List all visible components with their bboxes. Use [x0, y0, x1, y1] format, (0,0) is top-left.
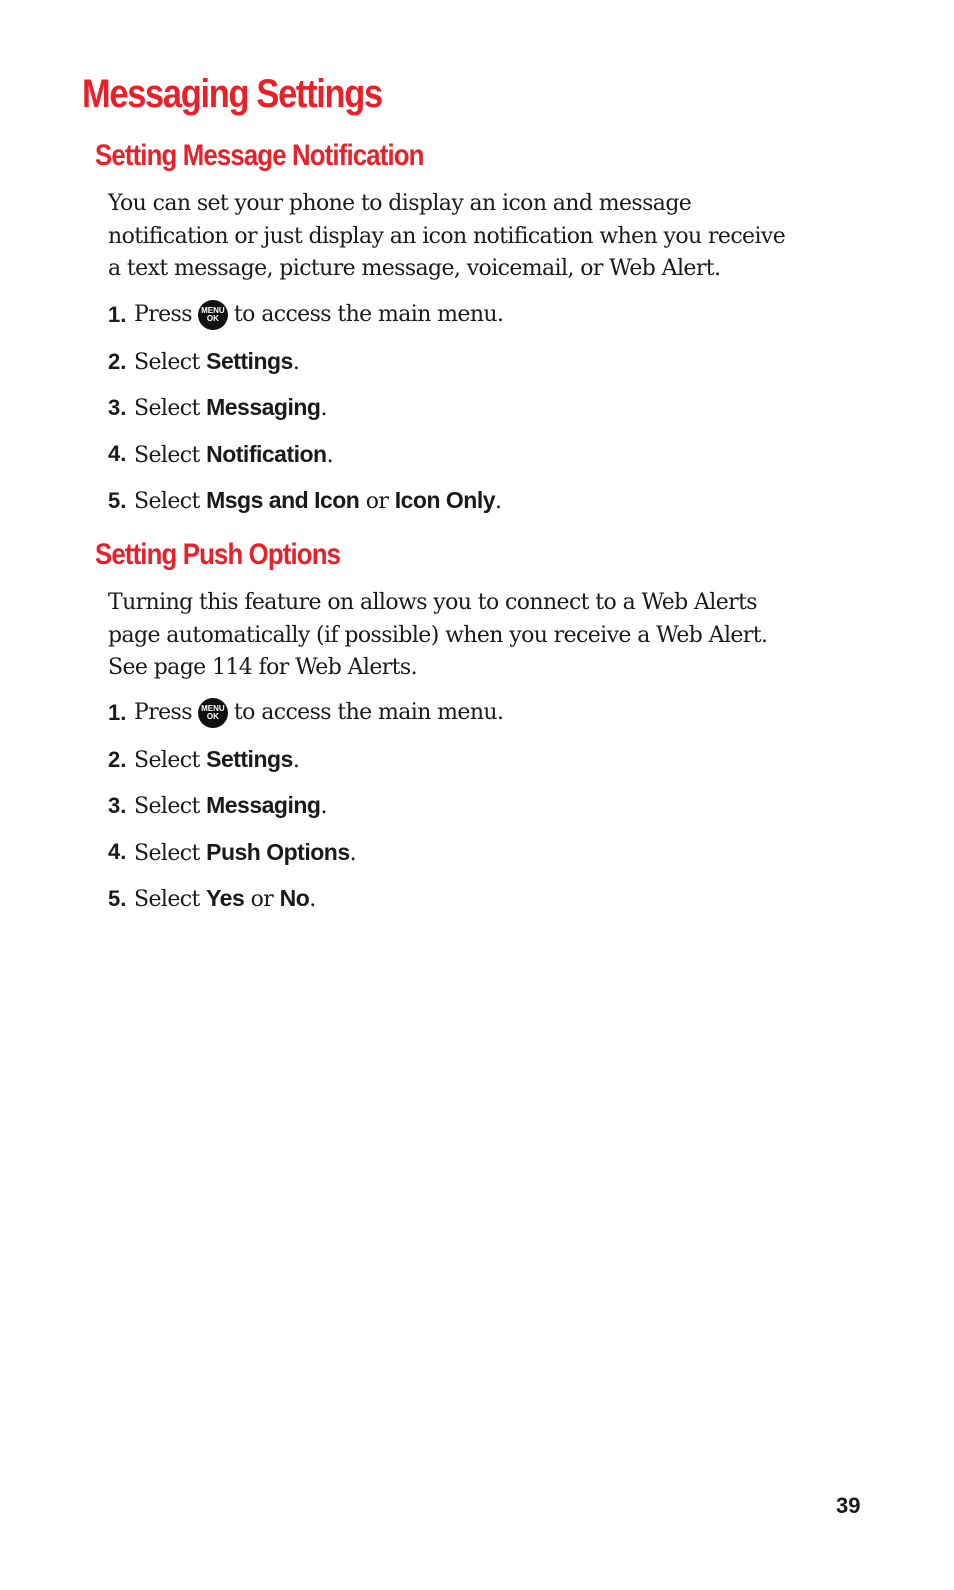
step-item	[108, 876, 503, 922]
step-number: 4.	[108, 839, 127, 865]
section-heading-push-options: Setting Push Options	[95, 538, 341, 571]
menu-option-label: Settings	[206, 746, 293, 773]
page-title: Messaging Settings	[82, 72, 382, 116]
step-text: Select Settings.	[134, 746, 300, 774]
step-item	[108, 783, 503, 829]
step-number: 2.	[108, 348, 127, 374]
step-text: Select Messaging.	[134, 394, 327, 422]
step-number: 1.	[108, 302, 127, 328]
step-text: Select Yes or No.	[134, 885, 316, 913]
menu-option-label: Settings	[206, 348, 293, 375]
menu-option-label: Messaging	[206, 792, 321, 819]
step-item	[108, 338, 503, 384]
menu-option-label: Notification	[206, 440, 327, 467]
step-number: 5.	[108, 885, 127, 911]
step-item	[108, 431, 503, 477]
menu-option-label: Msgs and Icon	[206, 487, 360, 514]
menu-option-label: Messaging	[206, 394, 321, 421]
paragraph-line: Turning this feature on allows you to connect to a Web Alerts	[108, 590, 757, 615]
step-text: Select Push Options.	[134, 838, 357, 866]
step-item	[108, 478, 503, 524]
steps-push-options	[108, 690, 503, 922]
step-number: 2.	[108, 746, 127, 772]
step-number: 5.	[108, 487, 127, 513]
steps-notification	[108, 292, 503, 524]
step-item	[108, 292, 503, 338]
section-intro-push-options	[108, 587, 828, 685]
menu-option-label: Push Options	[206, 838, 350, 865]
step-text: Select Msgs and Icon or Icon Only.	[134, 487, 502, 515]
step-text: Press MENU OK to access the main menu.	[134, 698, 503, 728]
paragraph-line: a text message, picture message, voicemail, or Web Alert.	[108, 256, 721, 281]
paragraph-line: page automatically (if possible) when you receive a Web Alert.	[108, 622, 768, 648]
step-item	[108, 385, 503, 431]
menu-option-label: No	[279, 885, 310, 912]
section-heading-notification: Setting Message Notification	[95, 139, 424, 172]
step-text: Press MENU OK to access the main menu.	[134, 300, 503, 330]
step-text: Select Notification.	[134, 440, 334, 468]
step-number: 3.	[108, 792, 127, 818]
step-item	[108, 829, 503, 875]
section-intro-notification	[108, 188, 828, 286]
paragraph-line: notification or just display an icon notification when you receive	[108, 223, 786, 249]
step-item	[108, 690, 503, 736]
page-number: 39	[836, 1493, 861, 1518]
step-number: 4.	[108, 441, 127, 467]
step-item	[108, 736, 503, 782]
step-text: Select Messaging.	[134, 792, 327, 820]
paragraph-line: You can set your phone to display an icon and message	[108, 191, 692, 216]
menu-option-label: Icon Only	[394, 487, 496, 514]
menu-ok-key-icon: MENU OK	[198, 300, 228, 330]
menu-ok-key-icon: MENU OK	[198, 698, 228, 728]
step-number: 1.	[108, 700, 127, 726]
menu-option-label: Yes	[206, 885, 245, 912]
paragraph-line: See page 114 for Web Alerts.	[108, 655, 417, 680]
step-number: 3.	[108, 394, 127, 420]
step-text: Select Settings.	[134, 348, 300, 376]
